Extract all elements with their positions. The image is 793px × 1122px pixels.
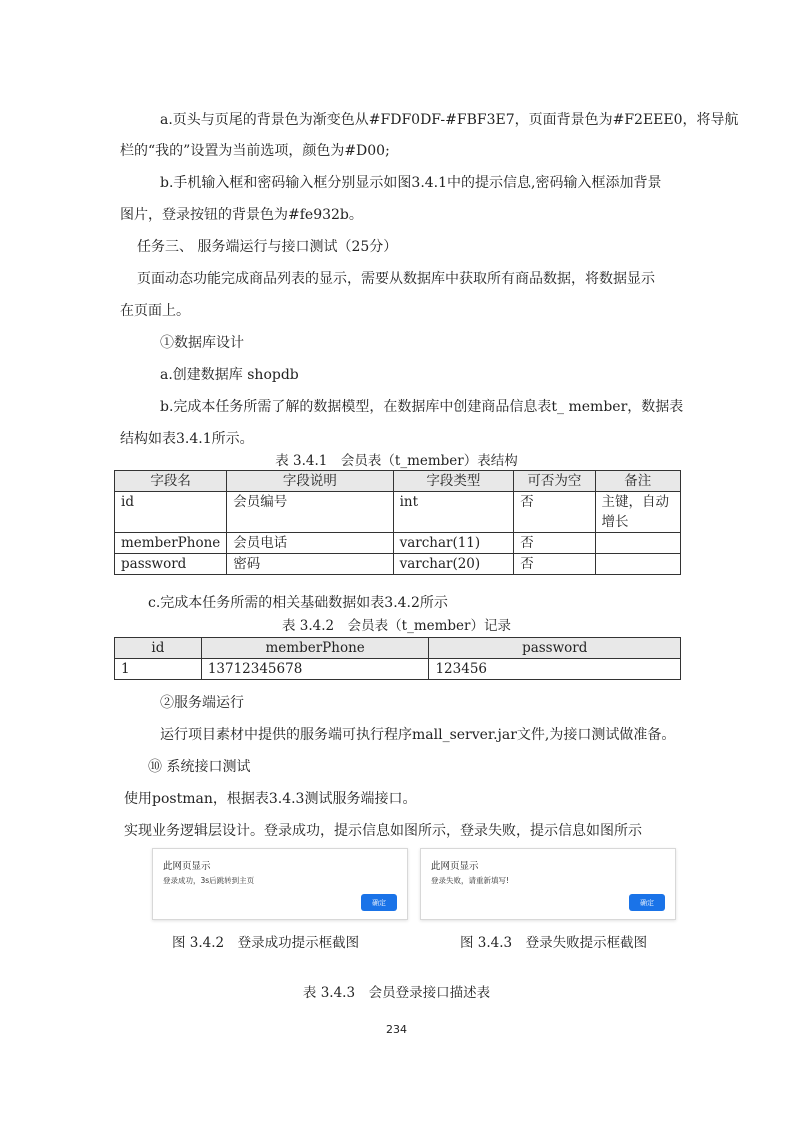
task3-heading: 任务三、 服务端运行与接口测试（25分） [137, 239, 398, 255]
db-design-heading: ①数据库设计 [160, 335, 244, 351]
table-cell: 1 [115, 659, 202, 680]
paragraph-b-line2: 图片，登录按钮的背景色为#fe932b。 [120, 207, 363, 223]
login-failure-dialog [420, 848, 676, 920]
table1-member-structure [114, 470, 681, 575]
server-run-text: 运行项目素材中提供的服务端可执行程序mall_server.jar文件,为接口测试做准备。 [160, 727, 676, 743]
table1-caption: 表 3.4.1 会员表（t_member）表结构 [275, 453, 518, 469]
table-cell: 否 [514, 492, 595, 533]
dialog-title: 此网页显示 [163, 861, 211, 872]
table-cell: 123456 [429, 659, 681, 680]
paragraph-model-line1: b.完成本任务所需了解的数据模型，在数据库中创建商品信息表t_ member，数据表 [160, 399, 684, 415]
confirm-button[interactable]: 确定 [629, 894, 665, 911]
page-number: 234 [386, 1023, 407, 1036]
note-line: 主键，自动 [601, 494, 670, 510]
paragraph-dynamic-line2: 在页面上。 [120, 303, 190, 319]
create-db-text: a.创建数据库 shopdb [160, 367, 299, 383]
table-cell: int [393, 492, 514, 533]
table-row [115, 533, 681, 554]
table2-member-records [114, 637, 681, 680]
dialog-message: 登录成功，3s后跳转到主页 [163, 876, 255, 885]
login-success-dialog [152, 848, 408, 920]
table-cell: id [115, 492, 227, 533]
table-header-cell: 可否为空 [514, 471, 595, 492]
paragraph-c: c.完成本任务所需的相关基础数据如表3.4.2所示 [148, 595, 448, 611]
postman-text: 使用postman，根据表3.4.3测试服务端接口。 [124, 791, 417, 807]
table-cell: 密码 [227, 554, 393, 575]
paragraph-model-line2: 结构如表3.4.1所示。 [120, 431, 254, 447]
figure-3-4-2-caption: 图 3.4.2 登录成功提示框截图 [172, 935, 360, 951]
table-header-cell: 备注 [595, 471, 680, 492]
api-test-heading: ⑩ 系统接口测试 [148, 759, 251, 775]
table-header-row [115, 638, 681, 659]
table-header-cell: id [115, 638, 202, 659]
table-cell: 否 [514, 554, 595, 575]
table-cell: 否 [514, 533, 595, 554]
confirm-button[interactable]: 确定 [361, 894, 397, 911]
dialog-message: 登录失败，请重新填写! [431, 876, 510, 885]
table-row [115, 659, 681, 680]
table-cell [595, 492, 680, 533]
table-header-row [115, 471, 681, 492]
paragraph-a-line1: a.页头与页尾的背景色为渐变色从#FDF0DF-#FBF3E7，页面背景色为#F2EEE0，将导航 [160, 112, 739, 128]
table-header-cell: 字段类型 [393, 471, 514, 492]
table-cell: varchar(11) [393, 533, 514, 554]
table-cell: 会员电话 [227, 533, 393, 554]
table-cell: 13712345678 [201, 659, 429, 680]
table-row [115, 492, 681, 533]
table3-caption: 表 3.4.3 会员登录接口描述表 [302, 985, 491, 1001]
table-cell: memberPhone [115, 533, 227, 554]
table-header-cell: memberPhone [201, 638, 429, 659]
table-cell [595, 533, 680, 554]
table-row [115, 554, 681, 575]
table-cell [595, 554, 680, 575]
paragraph-b-line1: b.手机输入框和密码输入框分别显示如图3.4.1中的提示信息,密码输入框添加背景 [160, 175, 662, 191]
note-line: 增长 [601, 514, 629, 530]
server-run-heading: ②服务端运行 [160, 695, 244, 711]
dialog-title: 此网页显示 [431, 861, 479, 872]
business-logic-text: 实现业务逻辑层设计。登录成功，提示信息如图所示，登录失败，提示信息如图所示 [124, 823, 642, 839]
paragraph-dynamic-line1: 页面动态功能完成商品列表的显示，需要从数据库中获取所有商品数据，将数据显示 [137, 271, 655, 287]
table-cell: password [115, 554, 227, 575]
table-header-cell: password [429, 638, 681, 659]
table2-caption: 表 3.4.2 会员表（t_member）记录 [282, 618, 511, 634]
paragraph-a-line2: 栏的“我的”设置为当前选项，颜色为#D00; [120, 143, 390, 159]
table-header-cell: 字段说明 [227, 471, 393, 492]
table-cell: varchar(20) [393, 554, 514, 575]
figure-3-4-3-caption: 图 3.4.3 登录失败提示框截图 [460, 935, 648, 951]
table-header-cell: 字段名 [115, 471, 227, 492]
table-cell: 会员编号 [227, 492, 393, 533]
